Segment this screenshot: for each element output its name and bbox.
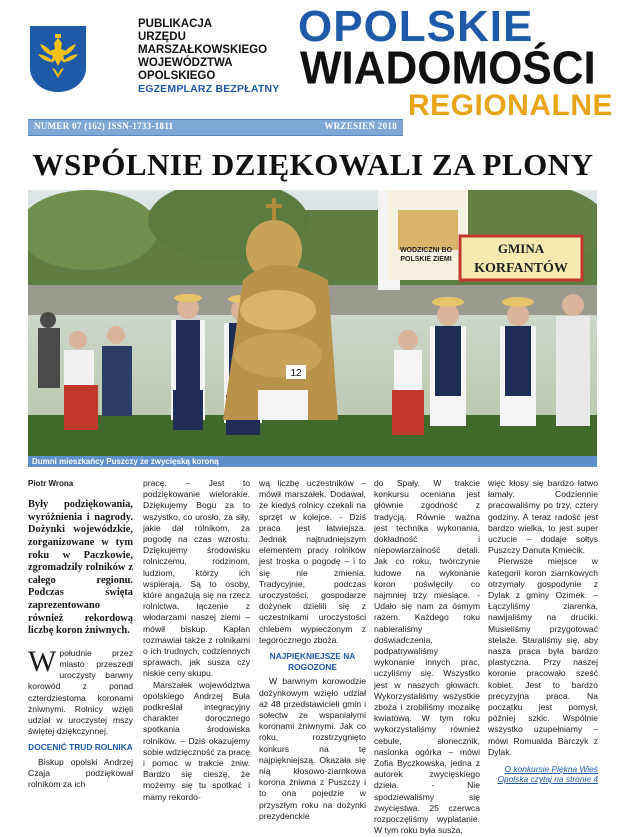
- drop-cap: W: [28, 644, 57, 678]
- photo-caption-text: Dumni mieszkańcy Puszczy ze zwycięską koroną: [32, 457, 219, 466]
- photo-caption: [28, 456, 597, 467]
- publisher-line: WOJEWÓDZTWA: [138, 57, 233, 69]
- photo-banner-korfantow: KORFANTÓW: [474, 261, 568, 276]
- paragraph-text: południe przez miasto przeszedł uroczysty barwny korowód z ponad czterdziestoma koronami żniwnymi. Rolnicy wzięli udział w uroczystej mszy świętej dziękczynnej.: [28, 647, 133, 737]
- paragraph: wą liczbę uczestników – mówił marszałek. Dodawał, że kiedyś rolnicy czekali na sprzęt w kolejce. - Dziś praca jest łatwiejsza. Jednak najtrudniejszym elementem pracy rolników jest troska o pogodę – i to się nie zmienia. Tradycyjnie, podczas uroczystości, gospodarze dożynek dzielili się z uczestnikami uroczystości chlebem wypieczonym z tegorocznego zboża.: [259, 478, 366, 645]
- publisher-line: MARSZAŁKOWSKIEGO: [138, 44, 268, 56]
- photo-number-tag: 12: [290, 368, 302, 379]
- publisher-line: PUBLIKACJA: [138, 18, 213, 30]
- issue-date: WRZESIEŃ 2018: [324, 121, 397, 131]
- masthead-title-wiadomosci: WIADOMOŚCI: [300, 42, 596, 95]
- svg-text:WODZICZNI BOPOLSKIE ZIEMI: WODZICZNI BO POLSKIE ZIEMI: [399, 247, 453, 263]
- article-author: Piotr Wrona: [28, 479, 74, 488]
- article-headline: WSPÓLNIE DZIĘKOWALI ZA PLONY: [32, 147, 594, 182]
- paragraph: W barwnym korowodzie dożynkowym wzięło udział aż 48 przedstawicieli gmin i sołectw ze wspaniałymi koronami żniwnymi. Jak co roku, rozstrzygnięto konkurs na tę najpiękniejszą. Okazała się nią kłosowo-ziarnkowa korona żniwna z Puszczy i to ona pojedzie w przyszłym roku na dożynki prezydenckie: [259, 676, 366, 821]
- paragraph: Marszałek województwa opolskiego Andrzej Buła podkreślał integracyjny charakter dorocznego spotkania środowiska rolników. – Dziś okazujemy sobie wdzięczność za pracę i pomoc w trakcie żniw. Bardzo się cieszę, że możemy się tu spotkać i mamy rekordo-: [143, 679, 250, 802]
- subheading: DOCENIĆ TRUD ROLNIKA: [28, 742, 133, 753]
- paragraph: [28, 644, 133, 738]
- harvest-festival-photo: [28, 190, 597, 456]
- paragraph: więc kłosy się bardzo łatwo łamały. Codziennie pracowaliśmy po trzy, cztery godziny. A teraz radość jest bardzo wielka, to jest super uczucie – dodaje sołtys Puszczy Danuta Kmiecik.: [488, 478, 598, 556]
- publisher-line: URZĘDU: [138, 31, 186, 43]
- subheading: NAJPIĘKNIEJSZE NA ROGOZONE: [269, 651, 356, 673]
- article-lead: Były podziękowania, wyróżnienia i nagrody. Dożynki wojewódzkie, zorganizowane w tym roku w Paczkowie, zgromadziły rolników z całego regionu. Podczas święta zaprezentowano również rekordową liczbę koron żniwnych.: [28, 499, 133, 637]
- masthead-title-regionalne: REGIONALNE: [408, 89, 614, 122]
- column-5: [488, 478, 598, 784]
- issue-number: NUMER 07 (162) ISSN-1733-1811: [34, 121, 174, 131]
- publisher-line: OPOLSKIEGO: [138, 70, 216, 82]
- paragraph: pracę. – Jest to podziękowanie wielorakie. Dziękujemy Bogu za to wszystko, co urosło, za siły, jakie dał rolnikom, za pogodę na czas wzrostu. Dziękujemy środowisku rolniczemu, rodzinom, ludziom, którzy ich wspierają. Są to osoby, które angażują się na rzecz rolnictwa, łączenie z włodarzami naszej ziemi – mówił biskup. Kapłan rozmawiał także z rolnikami o ich trudnych, codziennych sprawach, jak susza czy niskie ceny skupu.: [143, 478, 250, 679]
- paragraph: Pierwsze miejsce w kategorii koron ziarnkowych otrzymały gospodynie z Dylak z gminy Ozimek. – Łączyliśmy ziarenka, nawijaliśmy na druciki. Musieliśmy przygotować stelaże. Staraliśmy się, aby nasza praca była bardzo plastyczna. Przy naszej koronie pracowało sześć kobiet. Jest to bardzo precyzyjna praca. Na początku jest pomysł, później szkic. Wspólnie wszystko uzupełniamy – mówi Romualda Barczyk z Dylak.: [488, 556, 598, 757]
- continue-link-line-1[interactable]: O konkursie Piękna Wieś: [504, 764, 598, 775]
- photo-banner-gmina: GMINA: [497, 241, 545, 256]
- issue-bar: [28, 119, 403, 136]
- paragraph: do Spały. W trakcie konkursu oceniana jest głównie zgodność z tradycją. Równie ważna jest technika wykonania, dokładność i niepowtarzalność detali. Jak co roku, twórczynie ludowe na wykonanie koron poświęciły co najmniej trzy miesiące. - Udało się nam za ósmym razem. Każdego roku nabieraliśmy doświadczenia, podpatrywaliśmy wykonanie innych prac, uczyliśmy się. Wszystko jest w naszych głowach. Wykorzystaliśmy wszystkie zboża i zrobiliśmy mozaikę kwiatową. W tym roku wykorzystaliśmy również cebule, słonecznik, nasionka ogórka – mówi Zofia Byczkowska, jedna z autorek zwycięskiego dzieła. - Nie spodziewaliśmy się zwycięstwa. 25 czerwca rozpoczęliśmy wyplatanie. W tym roku była susza,: [374, 478, 480, 836]
- column-2: [143, 478, 250, 803]
- free-copy-label: EGZEMPLARZ BEZPŁATNY: [138, 83, 280, 95]
- masthead-title-opolskie: OPOLSKIE: [298, 2, 534, 51]
- column-4: [374, 478, 480, 837]
- publisher-block: [138, 18, 279, 96]
- continue-link-line-2[interactable]: Opolska czytaj na stronie 4: [497, 774, 598, 785]
- column-1: [28, 478, 133, 790]
- eagle-crest-icon: [30, 26, 86, 92]
- paragraph: Biskup opolski Andrzej Czaja podziękował rolnikom za ich: [28, 756, 133, 789]
- continue-link[interactable]: [488, 764, 598, 784]
- column-3: [259, 478, 366, 822]
